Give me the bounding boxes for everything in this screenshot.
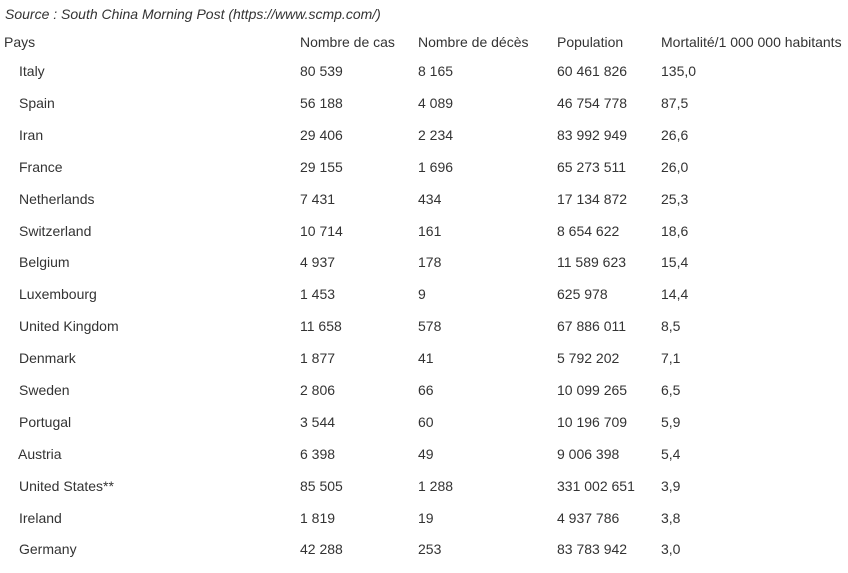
- cell-mortality: 3,9: [661, 477, 681, 494]
- cell-cases: 1 819: [300, 509, 336, 526]
- cell-deaths: 1 288: [418, 477, 454, 494]
- cell-population: 11 589 623: [557, 254, 627, 271]
- cell-deaths: 1 696: [418, 158, 454, 175]
- cell-mortality: 18,6: [661, 222, 689, 239]
- cell-population: 60 461 826: [557, 63, 628, 79]
- cell-cases: 56 188: [300, 94, 343, 111]
- cell-country: Austria: [18, 445, 62, 462]
- mortality-table: [0, 28, 848, 565]
- cell-country: United Kingdom: [19, 318, 119, 335]
- cell-cases: 80 539: [300, 63, 343, 79]
- cell-deaths: 161: [418, 222, 442, 239]
- cell-mortality: 5,4: [661, 445, 681, 462]
- cell-country: Portugal: [19, 413, 72, 430]
- cell-country: Netherlands: [19, 190, 95, 207]
- cell-mortality: 5,9: [661, 413, 681, 430]
- cell-mortality: 87,5: [661, 94, 689, 111]
- cell-population: 5 792 202: [557, 350, 620, 367]
- table-row: [0, 310, 848, 342]
- table-row: [0, 438, 848, 470]
- cell-deaths: 49: [418, 445, 434, 462]
- table-row: [0, 183, 848, 215]
- cell-deaths: 41: [418, 350, 434, 367]
- table-row: [0, 119, 848, 151]
- cell-mortality: 14,4: [661, 286, 689, 303]
- table-header-row: [0, 28, 848, 55]
- cell-cases: 6 398: [300, 445, 336, 462]
- cell-deaths: 578: [418, 318, 442, 335]
- cell-mortality: 26,0: [661, 158, 689, 175]
- cell-cases: 4 937: [300, 254, 336, 271]
- table-row: [0, 151, 848, 183]
- cell-population: 8 654 622: [557, 222, 620, 239]
- cell-population: 83 992 949: [557, 126, 628, 143]
- cell-country: Italy: [19, 63, 45, 79]
- cell-deaths: 8 165: [418, 63, 454, 79]
- header-country: Pays: [4, 33, 36, 50]
- table-body: [0, 55, 848, 565]
- cell-country: Ireland: [19, 509, 62, 526]
- table-row: [0, 215, 848, 247]
- cell-country: Switzerland: [19, 222, 92, 239]
- cell-cases: 42 288: [300, 541, 343, 558]
- cell-population: 10 196 709: [557, 413, 628, 430]
- cell-population: 17 134 872: [557, 190, 628, 207]
- cell-mortality: 26,6: [661, 126, 689, 143]
- cell-deaths: 253: [418, 541, 442, 558]
- cell-country: Iran: [19, 126, 44, 143]
- cell-mortality: 7,1: [661, 350, 681, 367]
- table-row: [0, 55, 848, 87]
- cell-deaths: 178: [418, 254, 442, 271]
- cell-population: 625 978: [557, 286, 608, 303]
- cell-deaths: 4 089: [418, 94, 454, 111]
- cell-mortality: 6,5: [661, 381, 681, 398]
- cell-population: 9 006 398: [557, 445, 620, 462]
- cell-mortality: 25,3: [661, 190, 689, 207]
- cell-mortality: 3,0: [661, 541, 681, 558]
- header-cases: Nombre de cas: [300, 33, 395, 50]
- cell-deaths: 2 234: [418, 126, 454, 143]
- cell-cases: 11 658: [300, 318, 342, 335]
- table-row: [0, 374, 848, 406]
- source-caption: Source : South China Morning Post (https://www.scmp.com/): [5, 6, 381, 22]
- cell-cases: 1 877: [300, 350, 336, 367]
- table-row: [0, 470, 848, 502]
- table-row: [0, 246, 848, 278]
- cell-country: Denmark: [19, 350, 76, 367]
- cell-cases: 85 505: [300, 477, 343, 494]
- cell-cases: 7 431: [300, 190, 336, 207]
- cell-deaths: 66: [418, 381, 434, 398]
- cell-population: 83 783 942: [557, 541, 628, 558]
- cell-country: Luxembourg: [19, 286, 97, 303]
- cell-population: 4 937 786: [557, 509, 620, 526]
- cell-country: United States**: [19, 477, 114, 494]
- cell-deaths: 60: [418, 413, 434, 430]
- cell-country: France: [19, 158, 63, 175]
- cell-cases: 29 406: [300, 126, 343, 143]
- header-mortality: Mortalité/1 000 000 habitants: [661, 33, 842, 50]
- cell-country: Sweden: [19, 381, 70, 398]
- cell-country: Germany: [19, 541, 77, 558]
- cell-cases: 10 714: [300, 222, 343, 239]
- table-row: [0, 342, 848, 374]
- table-row: [0, 278, 848, 310]
- table-row: [0, 502, 848, 534]
- cell-population: 67 886 011: [557, 318, 627, 335]
- cell-mortality: 8,5: [661, 318, 681, 335]
- cell-cases: 3 544: [300, 413, 336, 430]
- header-population: Population: [557, 33, 624, 50]
- table-row: [0, 87, 848, 119]
- header-deaths: Nombre de décès: [418, 33, 529, 50]
- table-row: [0, 406, 848, 438]
- cell-population: 331 002 651: [557, 477, 635, 494]
- table-row: [0, 533, 848, 565]
- cell-population: 46 754 778: [557, 94, 628, 111]
- cell-deaths: 434: [418, 190, 442, 207]
- cell-mortality: 15,4: [661, 254, 689, 271]
- cell-cases: 1 453: [300, 286, 336, 303]
- cell-country: Spain: [19, 94, 55, 111]
- cell-country: Belgium: [19, 254, 70, 271]
- cell-deaths: 19: [418, 509, 434, 526]
- cell-cases: 2 806: [300, 381, 336, 398]
- cell-deaths: 9: [418, 286, 426, 303]
- cell-population: 10 099 265: [557, 381, 628, 398]
- cell-population: 65 273 511: [557, 158, 627, 175]
- cell-cases: 29 155: [300, 158, 343, 175]
- cell-mortality: 135,0: [661, 63, 697, 79]
- cell-mortality: 3,8: [661, 509, 681, 526]
